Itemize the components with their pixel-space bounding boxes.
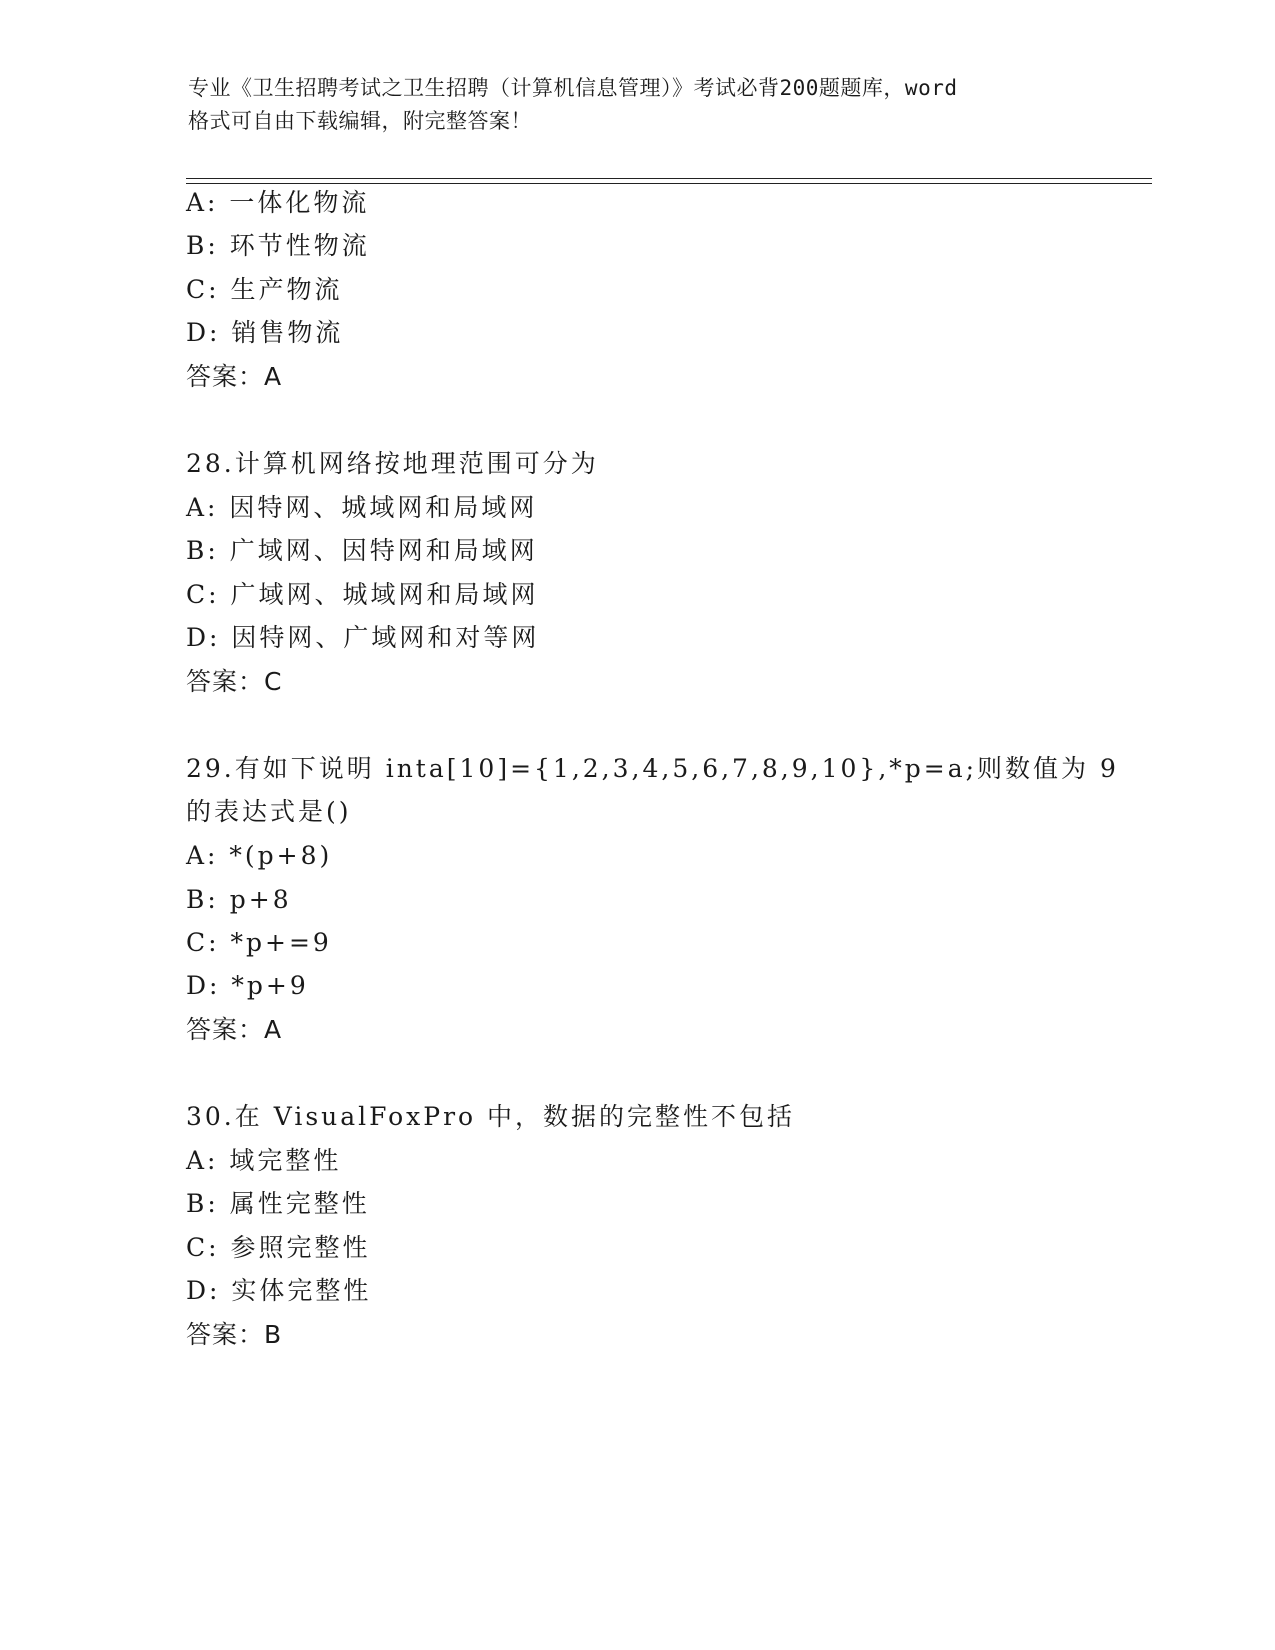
q29-question-line-2: 的表达式是() [186,797,352,826]
q30-option-b: B: 属性完整性 [186,1189,370,1218]
q30-option-d: D: 实体完整性 [186,1276,372,1305]
q27-option-d: D: 销售物流 [186,318,344,347]
q28-option-d: D: 因特网、广域网和对等网 [186,623,540,652]
q30-option-c: C: 参照完整性 [186,1233,371,1262]
q28-option-c: C: 广域网、城域网和局域网 [186,580,539,609]
document-header [188,72,1088,138]
q30-question: 30.在 VisualFoxPro 中，数据的完整性不包括 [186,1102,796,1131]
q28-answer: 答案：C [186,667,283,696]
q27-answer: 答案：A [186,362,283,391]
q28-option-a: A: 因特网、城域网和局域网 [186,493,538,522]
q29-option-b: B: p+8 [186,885,292,914]
q27-option-b: B: 环节性物流 [186,231,370,260]
q28-question: 28.计算机网络按地理范围可分为 [186,449,599,478]
q28-option-b: B: 广域网、因特网和局域网 [186,536,538,565]
header-line-2: 格式可自由下载编辑，附完整答案！ [188,109,532,133]
q29-question-line-1: 29.有如下说明 inta[10]={1,2,3,4,5,6,7,8,9,10},*p=a;则数值为 9 [186,754,1119,783]
q27-option-a: A: 一体化物流 [186,188,370,217]
q29-answer: 答案：A [186,1015,283,1044]
q29-option-a: A: *(p+8) [186,841,333,870]
header-divider-bottom [186,183,1152,184]
q30-option-a: A: 域完整性 [186,1146,342,1175]
q30-answer: 答案：B [186,1320,283,1349]
q29-option-d: D: *p+9 [186,971,309,1000]
q29-option-c: C: *p+=9 [186,928,332,957]
header-line-1: 专业《卫生招聘考试之卫生招聘（计算机信息管理）》考试必背200题题库，word [188,76,958,100]
q27-option-c: C: 生产物流 [186,275,343,304]
header-divider-top [186,178,1152,179]
